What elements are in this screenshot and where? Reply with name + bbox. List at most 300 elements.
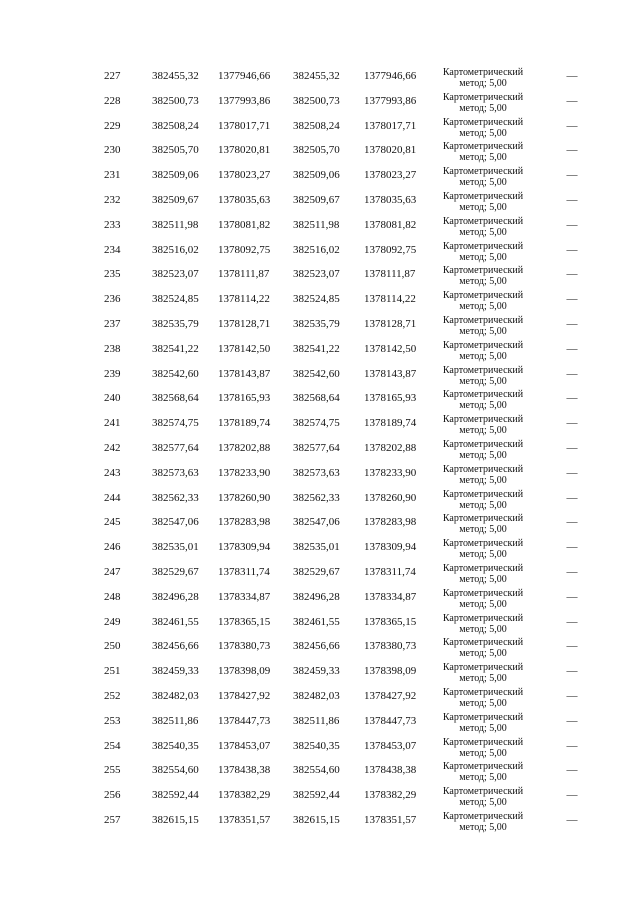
point-number: 241 (104, 417, 121, 430)
x-coordinate-new: 382529,67 (293, 565, 340, 578)
x-coordinate-new: 382511,86 (293, 714, 340, 727)
method-accuracy: метод; 5,00 (459, 276, 507, 288)
method-accuracy: метод; 5,00 (459, 573, 507, 585)
x-coordinate-existing: 382455,32 (152, 70, 199, 82)
table-row (0, 486, 640, 511)
method-and-accuracy (436, 513, 530, 535)
table-row (0, 188, 640, 213)
method-accuracy: метод; 5,00 (459, 449, 507, 461)
empty-value-dash: — (566, 342, 578, 355)
point-number: 243 (104, 466, 121, 479)
method-accuracy: метод; 5,00 (459, 772, 507, 784)
x-coordinate-existing: 382562,33 (152, 491, 199, 504)
y-coordinate-new: 1378380,73 (364, 640, 417, 653)
method-accuracy: метод; 5,00 (459, 400, 507, 412)
y-coordinate-new: 1378092,75 (364, 243, 417, 256)
empty-value-dash: — (566, 218, 578, 231)
table-row (0, 659, 640, 684)
method-and-accuracy (436, 588, 530, 610)
x-coordinate-new: 382573,63 (293, 466, 340, 479)
empty-value-dash: — (566, 789, 578, 802)
y-coordinate-new: 1378398,09 (364, 665, 417, 678)
y-coordinate-new: 1378311,74 (364, 565, 416, 578)
y-coordinate-new: 1378165,93 (364, 392, 417, 405)
method-name: Картометрический (442, 488, 524, 500)
x-coordinate-new: 382592,44 (293, 789, 340, 802)
method-and-accuracy (436, 340, 530, 362)
empty-value-dash: — (566, 590, 578, 603)
x-coordinate-existing: 382615,15 (152, 813, 199, 826)
empty-value-dash: — (566, 268, 578, 281)
y-coordinate-new: 1378142,50 (364, 342, 417, 355)
method-and-accuracy (436, 389, 530, 411)
method-name: Картометрический (442, 612, 524, 624)
x-coordinate-existing: 382574,75 (152, 417, 199, 430)
y-coordinate-existing: 1378427,92 (218, 689, 271, 702)
y-coordinate-existing: 1378260,90 (218, 491, 271, 504)
empty-value-dash: — (566, 714, 578, 727)
method-accuracy: метод; 5,00 (459, 251, 507, 263)
x-coordinate-existing: 382511,86 (152, 714, 199, 727)
method-and-accuracy (436, 712, 530, 734)
table-row (0, 362, 640, 387)
method-accuracy: метод; 5,00 (459, 78, 507, 89)
x-coordinate-existing: 382505,70 (152, 144, 199, 157)
y-coordinate-new: 1378143,87 (364, 367, 417, 380)
table-row (0, 560, 640, 585)
method-accuracy: метод; 5,00 (459, 152, 507, 164)
x-coordinate-existing: 382509,06 (152, 169, 199, 182)
method-accuracy: метод; 5,00 (459, 797, 507, 809)
method-accuracy: метод; 5,00 (459, 301, 507, 313)
table-row (0, 535, 640, 560)
y-coordinate-existing: 1378380,73 (218, 640, 271, 653)
method-name: Картометрический (442, 562, 524, 574)
x-coordinate-new: 382574,75 (293, 417, 340, 430)
table-row (0, 610, 640, 635)
y-coordinate-existing: 1378189,74 (218, 417, 271, 430)
table-row (0, 684, 640, 709)
y-coordinate-new: 1378382,29 (364, 789, 417, 802)
y-coordinate-existing: 1378334,87 (218, 590, 271, 603)
table-row (0, 808, 640, 833)
x-coordinate-existing: 382511,98 (152, 218, 199, 231)
x-coordinate-new: 382509,67 (293, 193, 340, 206)
y-coordinate-existing: 1377946,66 (218, 70, 271, 82)
point-number: 249 (104, 615, 121, 628)
x-coordinate-existing: 382500,73 (152, 94, 199, 107)
method-name: Картометрический (442, 166, 524, 178)
point-number: 247 (104, 565, 121, 578)
method-name: Картометрический (442, 265, 524, 277)
x-coordinate-new: 382456,66 (293, 640, 340, 653)
empty-value-dash: — (566, 764, 578, 777)
y-coordinate-new: 1377946,66 (364, 70, 417, 82)
point-number: 233 (104, 218, 121, 231)
x-coordinate-new: 382505,70 (293, 144, 340, 157)
x-coordinate-new: 382562,33 (293, 491, 340, 504)
method-accuracy: метод; 5,00 (459, 549, 507, 561)
y-coordinate-new: 1378081,82 (364, 218, 417, 231)
x-coordinate-new: 382540,35 (293, 739, 340, 752)
method-accuracy: метод; 5,00 (459, 499, 507, 511)
empty-value-dash: — (566, 813, 578, 826)
method-and-accuracy (436, 117, 530, 139)
x-coordinate-existing: 382542,60 (152, 367, 199, 380)
x-coordinate-existing: 382459,33 (152, 665, 199, 678)
y-coordinate-new: 1378438,38 (364, 764, 417, 777)
method-accuracy: метод; 5,00 (459, 623, 507, 635)
table-row (0, 709, 640, 734)
point-number: 253 (104, 714, 121, 727)
point-number: 248 (104, 590, 121, 603)
y-coordinate-new: 1378202,88 (364, 441, 417, 454)
method-name: Картометрический (442, 463, 524, 475)
x-coordinate-new: 382496,28 (293, 590, 340, 603)
method-and-accuracy (436, 290, 530, 312)
method-name: Картометрический (442, 240, 524, 252)
x-coordinate-new: 382509,06 (293, 169, 340, 182)
method-accuracy: метод; 5,00 (459, 226, 507, 238)
point-number: 232 (104, 193, 121, 206)
point-number: 236 (104, 293, 121, 306)
method-accuracy: метод; 5,00 (459, 648, 507, 660)
method-name: Картометрический (442, 91, 524, 103)
y-coordinate-existing: 1378453,07 (218, 739, 271, 752)
method-accuracy: метод; 5,00 (459, 375, 507, 387)
method-name: Картометрический (442, 637, 524, 649)
method-accuracy: метод; 5,00 (459, 697, 507, 709)
y-coordinate-new: 1378427,92 (364, 689, 417, 702)
empty-value-dash: — (566, 243, 578, 256)
method-name: Картометрический (442, 215, 524, 227)
point-number: 257 (104, 813, 121, 826)
table-row (0, 337, 640, 362)
method-and-accuracy (436, 464, 530, 486)
method-and-accuracy (436, 315, 530, 337)
empty-value-dash: — (566, 94, 578, 107)
y-coordinate-existing: 1378447,73 (218, 714, 271, 727)
empty-value-dash: — (566, 640, 578, 653)
method-and-accuracy (436, 811, 530, 833)
x-coordinate-existing: 382516,02 (152, 243, 199, 256)
method-name: Картометрический (442, 290, 524, 302)
method-name: Картометрический (442, 761, 524, 773)
y-coordinate-existing: 1378233,90 (218, 466, 271, 479)
table-row (0, 312, 640, 337)
x-coordinate-existing: 382568,64 (152, 392, 199, 405)
y-coordinate-existing: 1378081,82 (218, 218, 271, 231)
empty-value-dash: — (566, 144, 578, 157)
y-coordinate-existing: 1378283,98 (218, 516, 271, 529)
method-name: Картометрический (442, 736, 524, 748)
y-coordinate-existing: 1378114,22 (218, 293, 270, 306)
table-row (0, 238, 640, 263)
y-coordinate-existing: 1378092,75 (218, 243, 271, 256)
method-and-accuracy (436, 786, 530, 808)
method-accuracy: метод; 5,00 (459, 425, 507, 437)
y-coordinate-new: 1378189,74 (364, 417, 417, 430)
x-coordinate-existing: 382461,55 (152, 615, 199, 628)
method-accuracy: метод; 5,00 (459, 598, 507, 610)
empty-value-dash: — (566, 193, 578, 206)
y-coordinate-new: 1378351,57 (364, 813, 417, 826)
method-accuracy: метод; 5,00 (459, 673, 507, 685)
point-number: 231 (104, 169, 121, 182)
y-coordinate-new: 1378453,07 (364, 739, 417, 752)
x-coordinate-new: 382516,02 (293, 243, 340, 256)
point-number: 239 (104, 367, 121, 380)
point-number: 250 (104, 640, 121, 653)
y-coordinate-new: 1378017,71 (364, 119, 417, 132)
empty-value-dash: — (566, 70, 578, 82)
y-coordinate-existing: 1378023,27 (218, 169, 271, 182)
method-name: Картометрический (442, 538, 524, 550)
empty-value-dash: — (566, 541, 578, 554)
empty-value-dash: — (566, 367, 578, 380)
point-number: 235 (104, 268, 121, 281)
method-and-accuracy (436, 191, 530, 213)
x-coordinate-existing: 382573,63 (152, 466, 199, 479)
empty-value-dash: — (566, 491, 578, 504)
y-coordinate-new: 1378334,87 (364, 590, 417, 603)
empty-value-dash: — (566, 739, 578, 752)
y-coordinate-existing: 1378128,71 (218, 317, 271, 330)
table-row (0, 758, 640, 783)
point-number: 244 (104, 491, 121, 504)
point-number: 238 (104, 342, 121, 355)
method-and-accuracy (436, 662, 530, 684)
point-number: 251 (104, 665, 121, 678)
y-coordinate-new: 1378233,90 (364, 466, 417, 479)
empty-value-dash: — (566, 441, 578, 454)
x-coordinate-new: 382547,06 (293, 516, 340, 529)
y-coordinate-new: 1378309,94 (364, 541, 417, 554)
method-and-accuracy (436, 761, 530, 783)
empty-value-dash: — (566, 317, 578, 330)
method-and-accuracy (436, 216, 530, 238)
table-row (0, 138, 640, 163)
x-coordinate-existing: 382523,07 (152, 268, 199, 281)
table-row (0, 64, 640, 89)
table-row (0, 213, 640, 238)
x-coordinate-existing: 382541,22 (152, 342, 199, 355)
x-coordinate-new: 382541,22 (293, 342, 340, 355)
method-name: Картометрический (442, 438, 524, 450)
method-and-accuracy (436, 489, 530, 511)
x-coordinate-new: 382508,24 (293, 119, 340, 132)
point-number: 234 (104, 243, 121, 256)
table-row (0, 262, 640, 287)
method-name: Картометрический (442, 67, 524, 78)
point-number: 240 (104, 392, 121, 405)
x-coordinate-new: 382523,07 (293, 268, 340, 281)
point-number: 245 (104, 516, 121, 529)
method-name: Картометрический (442, 587, 524, 599)
y-coordinate-new: 1378447,73 (364, 714, 417, 727)
method-name: Картометрический (442, 389, 524, 401)
empty-value-dash: — (566, 665, 578, 678)
table-row (0, 734, 640, 759)
table-row (0, 386, 640, 411)
y-coordinate-existing: 1378165,93 (218, 392, 271, 405)
x-coordinate-new: 382535,79 (293, 317, 340, 330)
empty-value-dash: — (566, 392, 578, 405)
point-number: 242 (104, 441, 121, 454)
y-coordinate-existing: 1378017,71 (218, 119, 271, 132)
y-coordinate-new: 1378128,71 (364, 317, 417, 330)
y-coordinate-new: 1378260,90 (364, 491, 417, 504)
y-coordinate-existing: 1378311,74 (218, 565, 270, 578)
method-accuracy: метод; 5,00 (459, 177, 507, 189)
method-name: Картометрический (442, 116, 524, 128)
x-coordinate-new: 382577,64 (293, 441, 340, 454)
y-coordinate-new: 1378020,81 (364, 144, 417, 157)
x-coordinate-new: 382461,55 (293, 615, 340, 628)
method-name: Картометрический (442, 786, 524, 798)
x-coordinate-existing: 382554,60 (152, 764, 199, 777)
y-coordinate-existing: 1378309,94 (218, 541, 271, 554)
method-name: Картометрический (442, 686, 524, 698)
empty-value-dash: — (566, 615, 578, 628)
y-coordinate-new: 1378283,98 (364, 516, 417, 529)
point-number: 246 (104, 541, 121, 554)
x-coordinate-existing: 382577,64 (152, 441, 199, 454)
y-coordinate-existing: 1378365,15 (218, 615, 271, 628)
method-and-accuracy (436, 141, 530, 163)
method-name: Картометрический (442, 141, 524, 153)
x-coordinate-existing: 382535,01 (152, 541, 199, 554)
empty-value-dash: — (566, 169, 578, 182)
empty-value-dash: — (566, 293, 578, 306)
method-accuracy: метод; 5,00 (459, 747, 507, 759)
x-coordinate-new: 382455,32 (293, 70, 340, 82)
empty-value-dash: — (566, 565, 578, 578)
method-accuracy: метод; 5,00 (459, 722, 507, 734)
method-accuracy: метод; 5,00 (459, 821, 507, 833)
point-number: 256 (104, 789, 121, 802)
x-coordinate-new: 382459,33 (293, 665, 340, 678)
x-coordinate-new: 382554,60 (293, 764, 340, 777)
x-coordinate-existing: 382482,03 (152, 689, 199, 702)
x-coordinate-existing: 382508,24 (152, 119, 199, 132)
method-name: Картометрический (442, 662, 524, 674)
x-coordinate-new: 382542,60 (293, 367, 340, 380)
y-coordinate-new: 1378114,22 (364, 293, 416, 306)
y-coordinate-existing: 1378398,09 (218, 665, 271, 678)
method-and-accuracy (436, 67, 530, 89)
table-row (0, 634, 640, 659)
method-and-accuracy (436, 737, 530, 759)
table-row (0, 585, 640, 610)
y-coordinate-new: 1378365,15 (364, 615, 417, 628)
x-coordinate-new: 382568,64 (293, 392, 340, 405)
method-name: Картометрический (442, 513, 524, 525)
table-row (0, 461, 640, 486)
point-number: 229 (104, 119, 121, 132)
table-row (0, 783, 640, 808)
y-coordinate-existing: 1378351,57 (218, 813, 271, 826)
method-accuracy: метод; 5,00 (459, 524, 507, 536)
point-number: 227 (104, 70, 121, 82)
x-coordinate-new: 382524,85 (293, 293, 340, 306)
method-accuracy: метод; 5,00 (459, 102, 507, 114)
x-coordinate-new: 382511,98 (293, 218, 340, 231)
empty-value-dash: — (566, 119, 578, 132)
y-coordinate-existing: 1378143,87 (218, 367, 271, 380)
empty-value-dash: — (566, 466, 578, 479)
method-name: Картометрический (442, 810, 524, 822)
table-row (0, 510, 640, 535)
table-row (0, 89, 640, 114)
coordinates-table (0, 64, 640, 833)
method-accuracy: метод; 5,00 (459, 127, 507, 139)
method-and-accuracy (436, 265, 530, 287)
method-and-accuracy (436, 365, 530, 387)
point-number: 228 (104, 94, 121, 107)
y-coordinate-existing: 1378202,88 (218, 441, 271, 454)
x-coordinate-existing: 382592,44 (152, 789, 199, 802)
method-name: Картометрический (442, 711, 524, 723)
y-coordinate-existing: 1378035,63 (218, 193, 271, 206)
method-and-accuracy (436, 637, 530, 659)
table-row (0, 163, 640, 188)
method-and-accuracy (436, 563, 530, 585)
x-coordinate-existing: 382524,85 (152, 293, 199, 306)
method-and-accuracy (436, 439, 530, 461)
method-and-accuracy (436, 241, 530, 263)
x-coordinate-existing: 382456,66 (152, 640, 199, 653)
x-coordinate-new: 382615,15 (293, 813, 340, 826)
table-row (0, 436, 640, 461)
method-and-accuracy (436, 538, 530, 560)
y-coordinate-existing: 1378111,87 (218, 268, 270, 281)
point-number: 252 (104, 689, 121, 702)
table-row (0, 114, 640, 139)
table-row (0, 287, 640, 312)
y-coordinate-new: 1378035,63 (364, 193, 417, 206)
x-coordinate-existing: 382535,79 (152, 317, 199, 330)
y-coordinate-existing: 1378382,29 (218, 789, 271, 802)
x-coordinate-existing: 382540,35 (152, 739, 199, 752)
x-coordinate-new: 382535,01 (293, 541, 340, 554)
method-accuracy: метод; 5,00 (459, 325, 507, 337)
method-name: Картометрический (442, 414, 524, 426)
point-number: 254 (104, 739, 121, 752)
empty-value-dash: — (566, 689, 578, 702)
y-coordinate-new: 1377993,86 (364, 94, 417, 107)
table-row (0, 411, 640, 436)
x-coordinate-existing: 382496,28 (152, 590, 199, 603)
empty-value-dash: — (566, 516, 578, 529)
method-and-accuracy (436, 92, 530, 114)
y-coordinate-new: 1378111,87 (364, 268, 416, 281)
method-and-accuracy (436, 613, 530, 635)
method-accuracy: метод; 5,00 (459, 474, 507, 486)
point-number: 230 (104, 144, 121, 157)
y-coordinate-existing: 1378020,81 (218, 144, 271, 157)
method-accuracy: метод; 5,00 (459, 350, 507, 362)
method-name: Картометрический (442, 190, 524, 202)
x-coordinate-new: 382500,73 (293, 94, 340, 107)
method-and-accuracy (436, 414, 530, 436)
method-name: Картометрический (442, 314, 524, 326)
empty-value-dash: — (566, 417, 578, 430)
y-coordinate-new: 1378023,27 (364, 169, 417, 182)
x-coordinate-existing: 382547,06 (152, 516, 199, 529)
method-and-accuracy (436, 687, 530, 709)
y-coordinate-existing: 1378438,38 (218, 764, 271, 777)
